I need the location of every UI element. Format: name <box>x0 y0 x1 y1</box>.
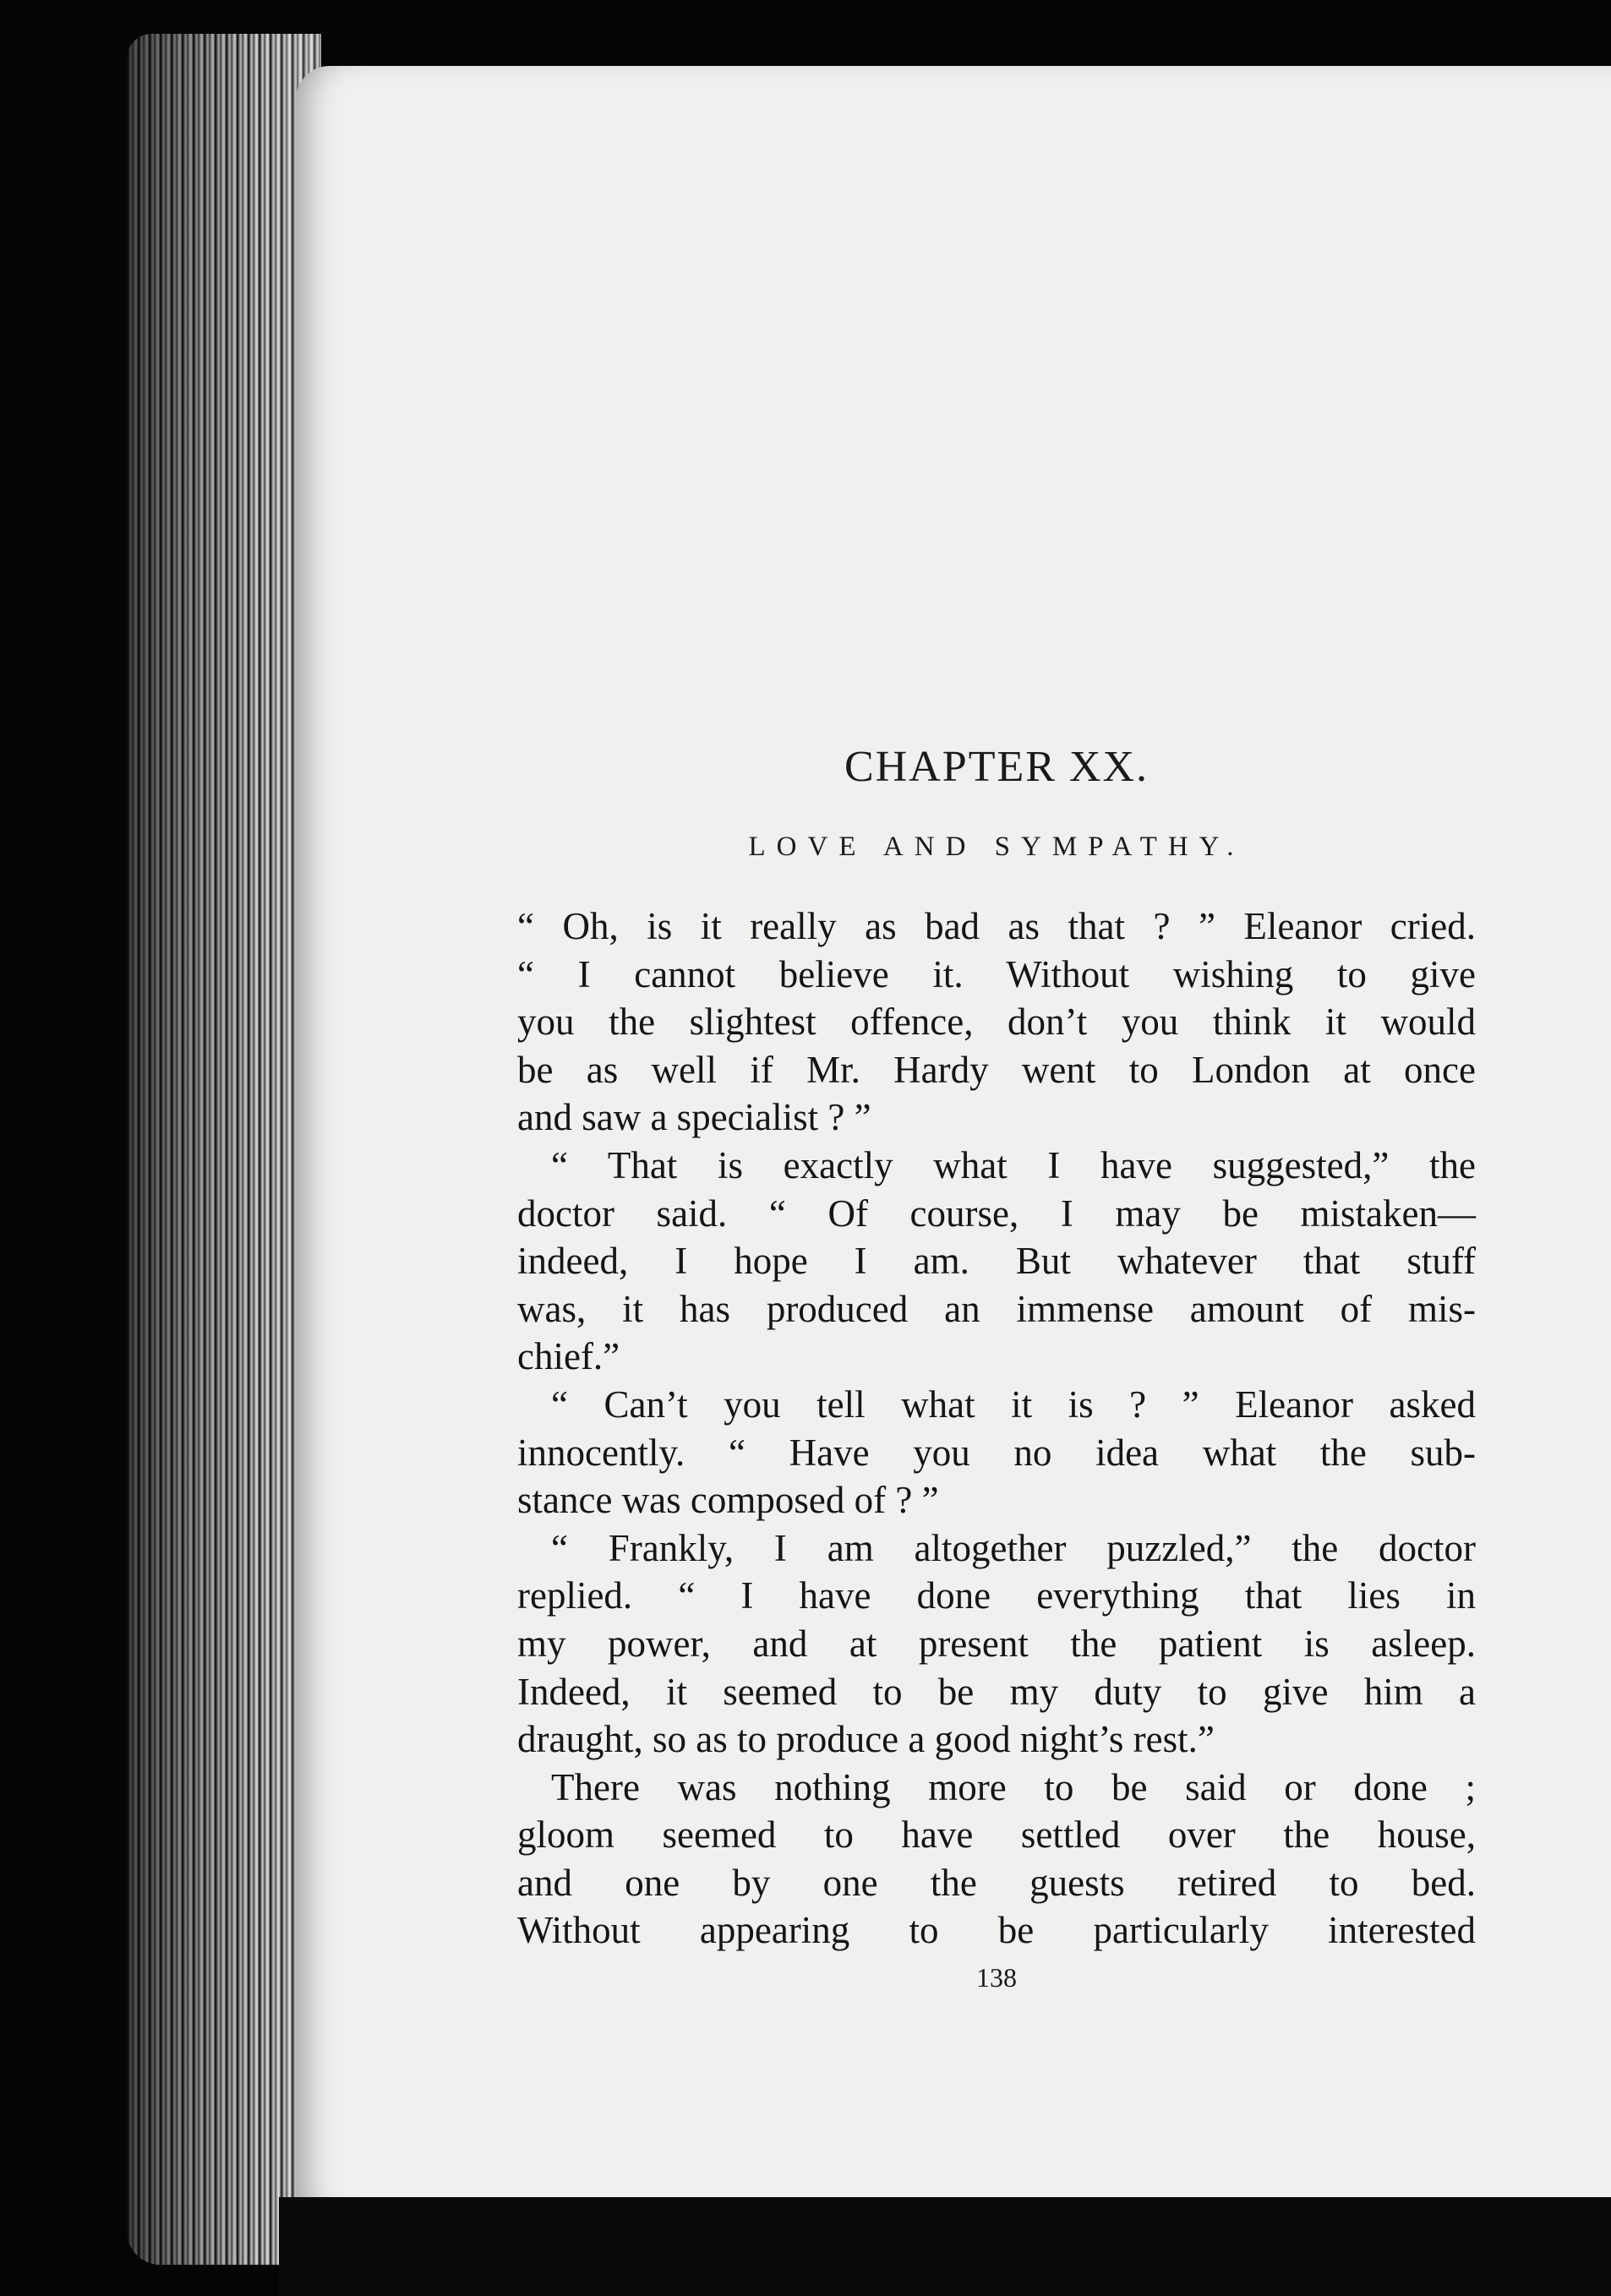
text-line: Without appearing to be particularly interested <box>517 1909 1476 1952</box>
text-line: stance was composed of ? ” <box>517 1479 939 1522</box>
text-line: “ Can’t you tell what it is ? ” Eleanor asked <box>551 1383 1476 1426</box>
text-line: and saw a specialist ? ” <box>517 1096 871 1139</box>
text-line: There was nothing more to be said or done ; <box>551 1765 1476 1808</box>
text-line: was, it has produced an immense amount of mis- <box>517 1287 1476 1330</box>
bottom-shadow <box>279 2197 1611 2296</box>
text-line: you the slightest offence, don’t you think it would <box>517 1001 1476 1044</box>
text-line: gloom seemed to have settled over the house, <box>517 1813 1476 1857</box>
text-line: innocently. “ Have you no idea what the sub- <box>517 1431 1476 1474</box>
text-line: Indeed, it seemed to be my duty to give him a <box>517 1670 1476 1713</box>
chapter-title: CHAPTER XX. <box>844 743 1150 791</box>
text-line: my power, and at present the patient is asleep. <box>517 1622 1476 1665</box>
text-line: “ I cannot believe it. Without wishing to give <box>517 952 1476 995</box>
text-line: doctor said. “ Of course, I may be mistaken— <box>517 1192 1476 1235</box>
text-line: draught, so as to produce a good night’s rest.” <box>517 1718 1215 1761</box>
text-line: be as well if Mr. Hardy went to London at once <box>517 1048 1476 1091</box>
text-line: “ That is exactly what I have suggested,” the <box>551 1143 1476 1186</box>
text-line: and one by one the guests retired to bed. <box>517 1861 1476 1904</box>
body-text <box>517 903 1476 1955</box>
page-edges-shadow <box>127 34 321 2265</box>
page-number: 138 <box>976 1962 1017 1993</box>
chapter-subtitle: LOVE AND SYMPATHY. <box>748 832 1245 862</box>
text-line: indeed, I hope I am. But whatever that stuff <box>517 1240 1476 1283</box>
text-line: “ Oh, is it really as bad as that ? ” Eleanor cried. <box>517 905 1476 947</box>
text-line: replied. “ I have done everything that lies in <box>517 1574 1476 1617</box>
text-line: “ Frankly, I am altogether puzzled,” the doctor <box>551 1526 1476 1569</box>
text-line: chief.” <box>517 1335 620 1378</box>
